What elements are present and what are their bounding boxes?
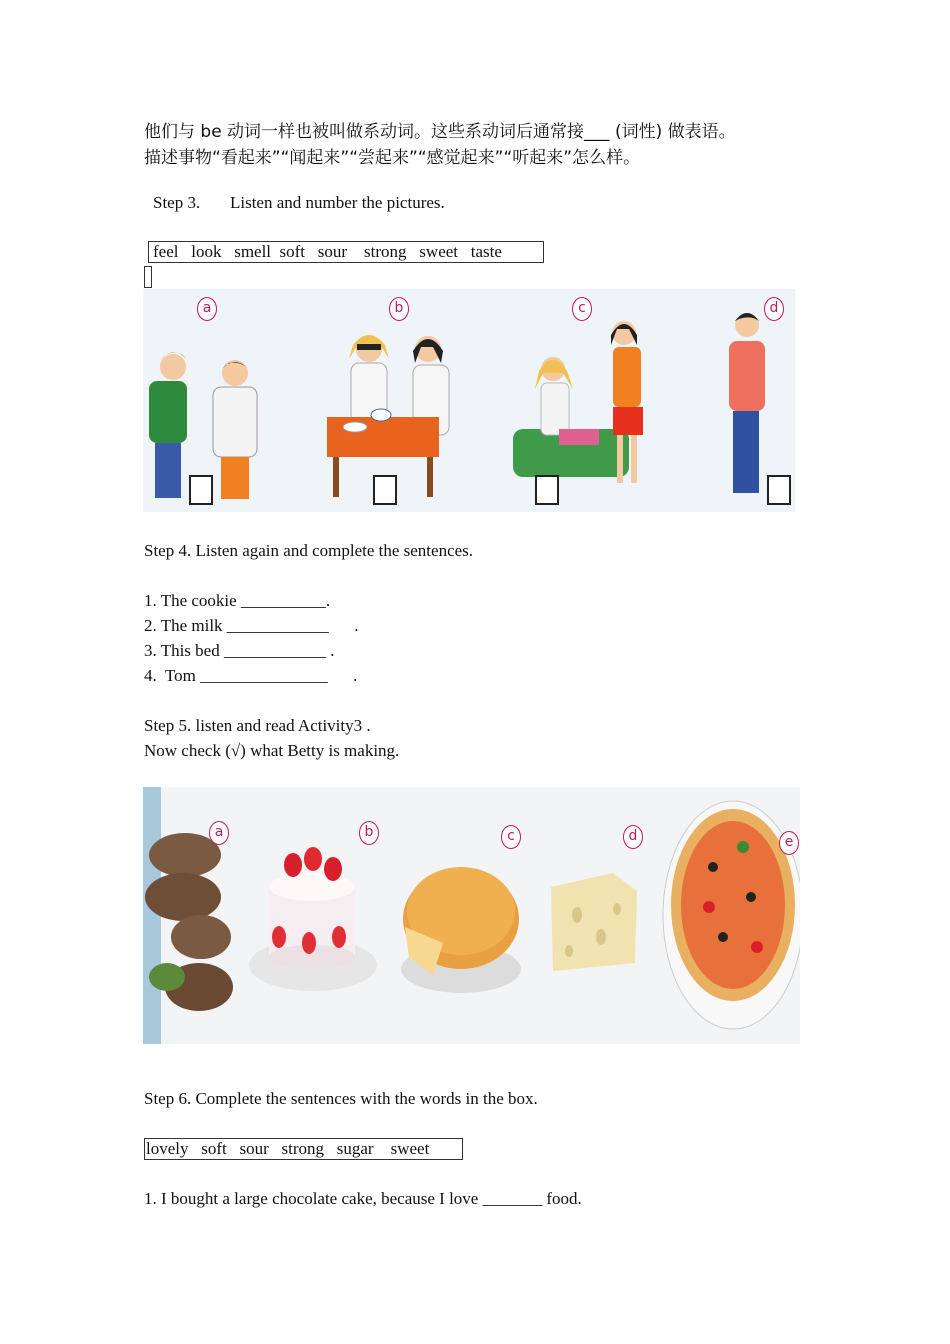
cheese-image: [551, 873, 637, 971]
step4-sentence-3: 3. This bed ____________ .: [144, 641, 335, 660]
step4-sentence-1: 1. The cookie __________.: [144, 591, 331, 610]
food-label-c: c: [501, 825, 521, 849]
picture-label-d: d: [764, 297, 784, 321]
answer-box-c[interactable]: [535, 475, 559, 505]
pizza-image: [663, 801, 800, 1029]
picture-label-b: b: [389, 297, 409, 321]
step4-sentence-2: 2. The milk ____________ .: [144, 616, 359, 635]
step3-word-box: feel look smell soft sour strong sweet taste: [148, 241, 544, 263]
answer-box-d[interactable]: [767, 475, 791, 505]
step4-title: Step 4. Listen again and complete the sentences.: [144, 541, 474, 560]
step6-title: Step 6. Complete the sentences with the words in the box.: [144, 1089, 538, 1108]
answer-box-a[interactable]: [189, 475, 213, 505]
intro-line-1: 他们与 be 动词一样也被叫做系动词。这些系动词后通常接___ (词性) 做表语。: [144, 122, 736, 142]
scene-b-table-illustration: [327, 335, 449, 497]
food-label-e: e: [779, 831, 799, 855]
step3-title: Step 3. Listen and number the pictures.: [153, 193, 445, 212]
step3-illustration: [143, 289, 795, 512]
step3-picture-panel: [143, 289, 795, 512]
answer-box-b[interactable]: [373, 475, 397, 505]
food-label-d: d: [623, 825, 643, 849]
step6-sentence-1: 1. I bought a large chocolate cake, because I love _______ food.: [144, 1189, 582, 1208]
step4-sentence-4: 4. Tom _______________ .: [144, 666, 358, 685]
food-illustration: [143, 787, 800, 1044]
picture-label-a: a: [197, 297, 217, 321]
text-cursor-box: [144, 266, 152, 288]
apple-pie-image: [401, 867, 521, 993]
step6-word-box: lovely soft sour strong sugar sweet: [144, 1138, 463, 1160]
picture-label-c: c: [572, 297, 592, 321]
strawberry-cake-image: [249, 847, 377, 991]
step5-food-panel: [143, 787, 800, 1044]
step5-title: Step 5. listen and read Activity3 .: [144, 716, 371, 735]
food-label-a: a: [209, 821, 229, 845]
intro-line-2: 描述事物“看起来”“闻起来”“尝起来”“感觉起来”“听起来”怎么样。: [144, 148, 641, 168]
scene-c-bed-illustration: [513, 321, 643, 483]
scene-d-man-illustration: [729, 313, 765, 493]
step5-subtitle: Now check (√) what Betty is making.: [144, 741, 400, 760]
food-label-b: b: [359, 821, 379, 845]
